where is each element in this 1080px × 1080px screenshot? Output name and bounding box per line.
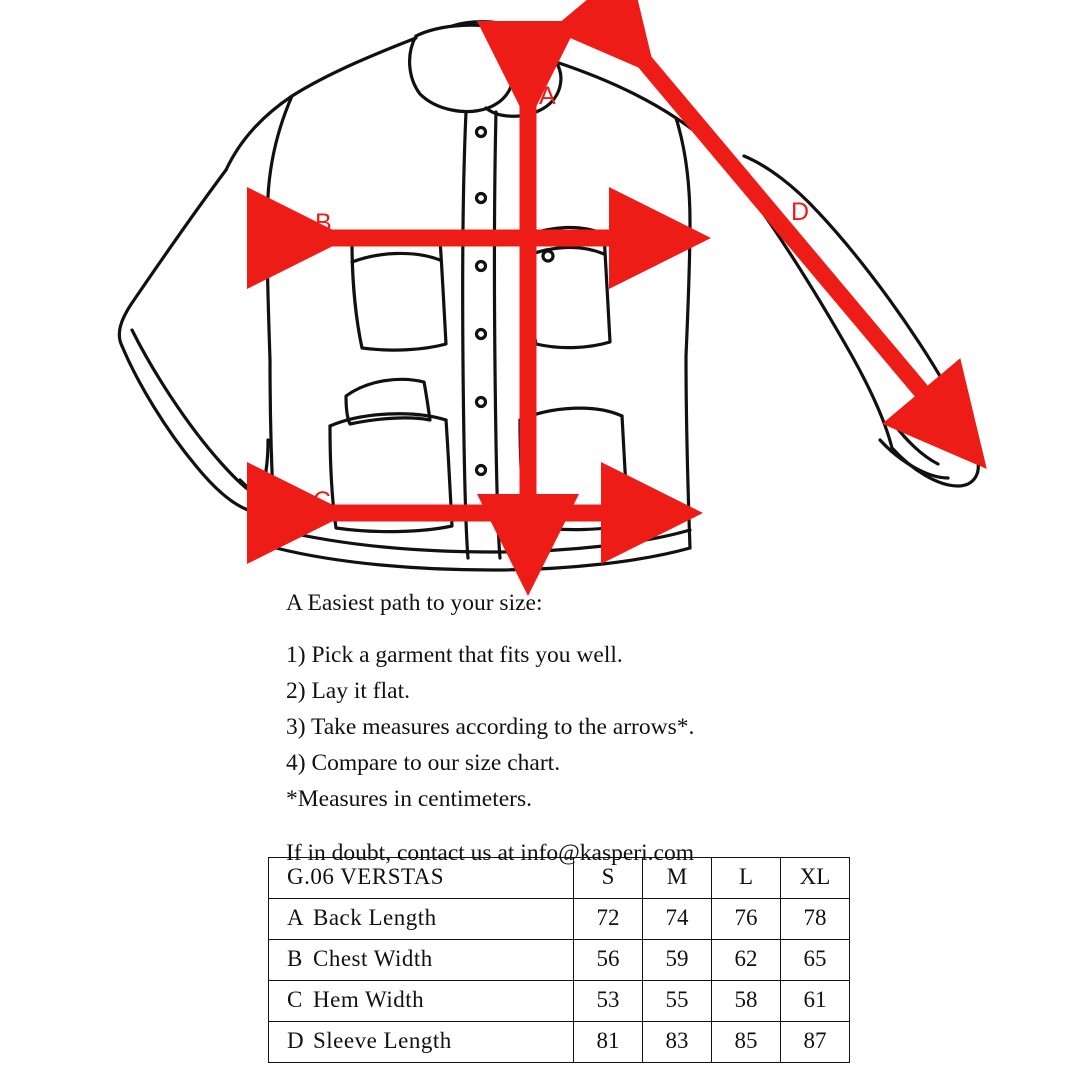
- instruction-step-2: 2) Lay it flat.: [286, 678, 410, 704]
- size-header-m: M: [643, 858, 712, 899]
- size-chart-table: [268, 857, 850, 1063]
- cell-b-l: 62: [712, 940, 781, 981]
- row-text-a: Back Length: [313, 905, 437, 930]
- cell-a-xl: 78: [781, 899, 850, 940]
- table-row: [269, 1022, 850, 1063]
- row-label-d: [269, 1022, 574, 1063]
- table-row: [269, 940, 850, 981]
- cell-a-s: 72: [574, 899, 643, 940]
- cell-c-l: 58: [712, 981, 781, 1022]
- table-row: [269, 981, 850, 1022]
- cell-b-m: 59: [643, 940, 712, 981]
- row-letter-c: C: [287, 987, 303, 1012]
- row-label-a: [269, 899, 574, 940]
- table-header-row: [269, 858, 850, 899]
- instructions-heading: A Easiest path to your size:: [286, 590, 543, 616]
- instruction-note: *Measures in centimeters.: [286, 786, 533, 812]
- cell-d-xl: 87: [781, 1022, 850, 1063]
- row-text-c: Hem Width: [313, 987, 425, 1012]
- arrow-d: [623, 36, 954, 430]
- label-a: A: [539, 82, 557, 110]
- instruction-step-4: 4) Compare to our size chart.: [286, 750, 561, 776]
- contact-line: If in doubt, contact us at info@kasperi.com: [286, 840, 694, 866]
- row-label-b: [269, 940, 574, 981]
- cell-b-xl: 65: [781, 940, 850, 981]
- cell-a-m: 74: [643, 899, 712, 940]
- cell-a-l: 76: [712, 899, 781, 940]
- cell-d-l: 85: [712, 1022, 781, 1063]
- instruction-step-3: 3) Take measures according to the arrows*.: [286, 714, 695, 740]
- cell-c-s: 53: [574, 981, 643, 1022]
- instruction-step-1: 1) Pick a garment that fits you well.: [286, 642, 623, 668]
- instructions-block: [286, 585, 926, 871]
- cell-d-m: 83: [643, 1022, 712, 1063]
- row-text-d: Sleeve Length: [313, 1028, 452, 1053]
- label-c: C: [313, 487, 332, 515]
- size-header-l: L: [712, 858, 781, 899]
- row-letter-b: B: [287, 946, 303, 971]
- label-d: D: [791, 198, 810, 226]
- cell-d-s: 81: [574, 1022, 643, 1063]
- cell-c-m: 55: [643, 981, 712, 1022]
- size-header-xl: XL: [781, 858, 850, 899]
- cell-c-xl: 61: [781, 981, 850, 1022]
- cell-b-s: 56: [574, 940, 643, 981]
- row-letter-d: D: [287, 1028, 305, 1053]
- row-text-b: Chest Width: [313, 946, 433, 971]
- label-b: B: [315, 209, 333, 237]
- row-letter-a: A: [287, 905, 305, 930]
- table-row: [269, 899, 850, 940]
- product-name-cell: G.06 VERSTAS: [269, 858, 574, 899]
- size-header-s: S: [574, 858, 643, 899]
- row-label-c: [269, 981, 574, 1022]
